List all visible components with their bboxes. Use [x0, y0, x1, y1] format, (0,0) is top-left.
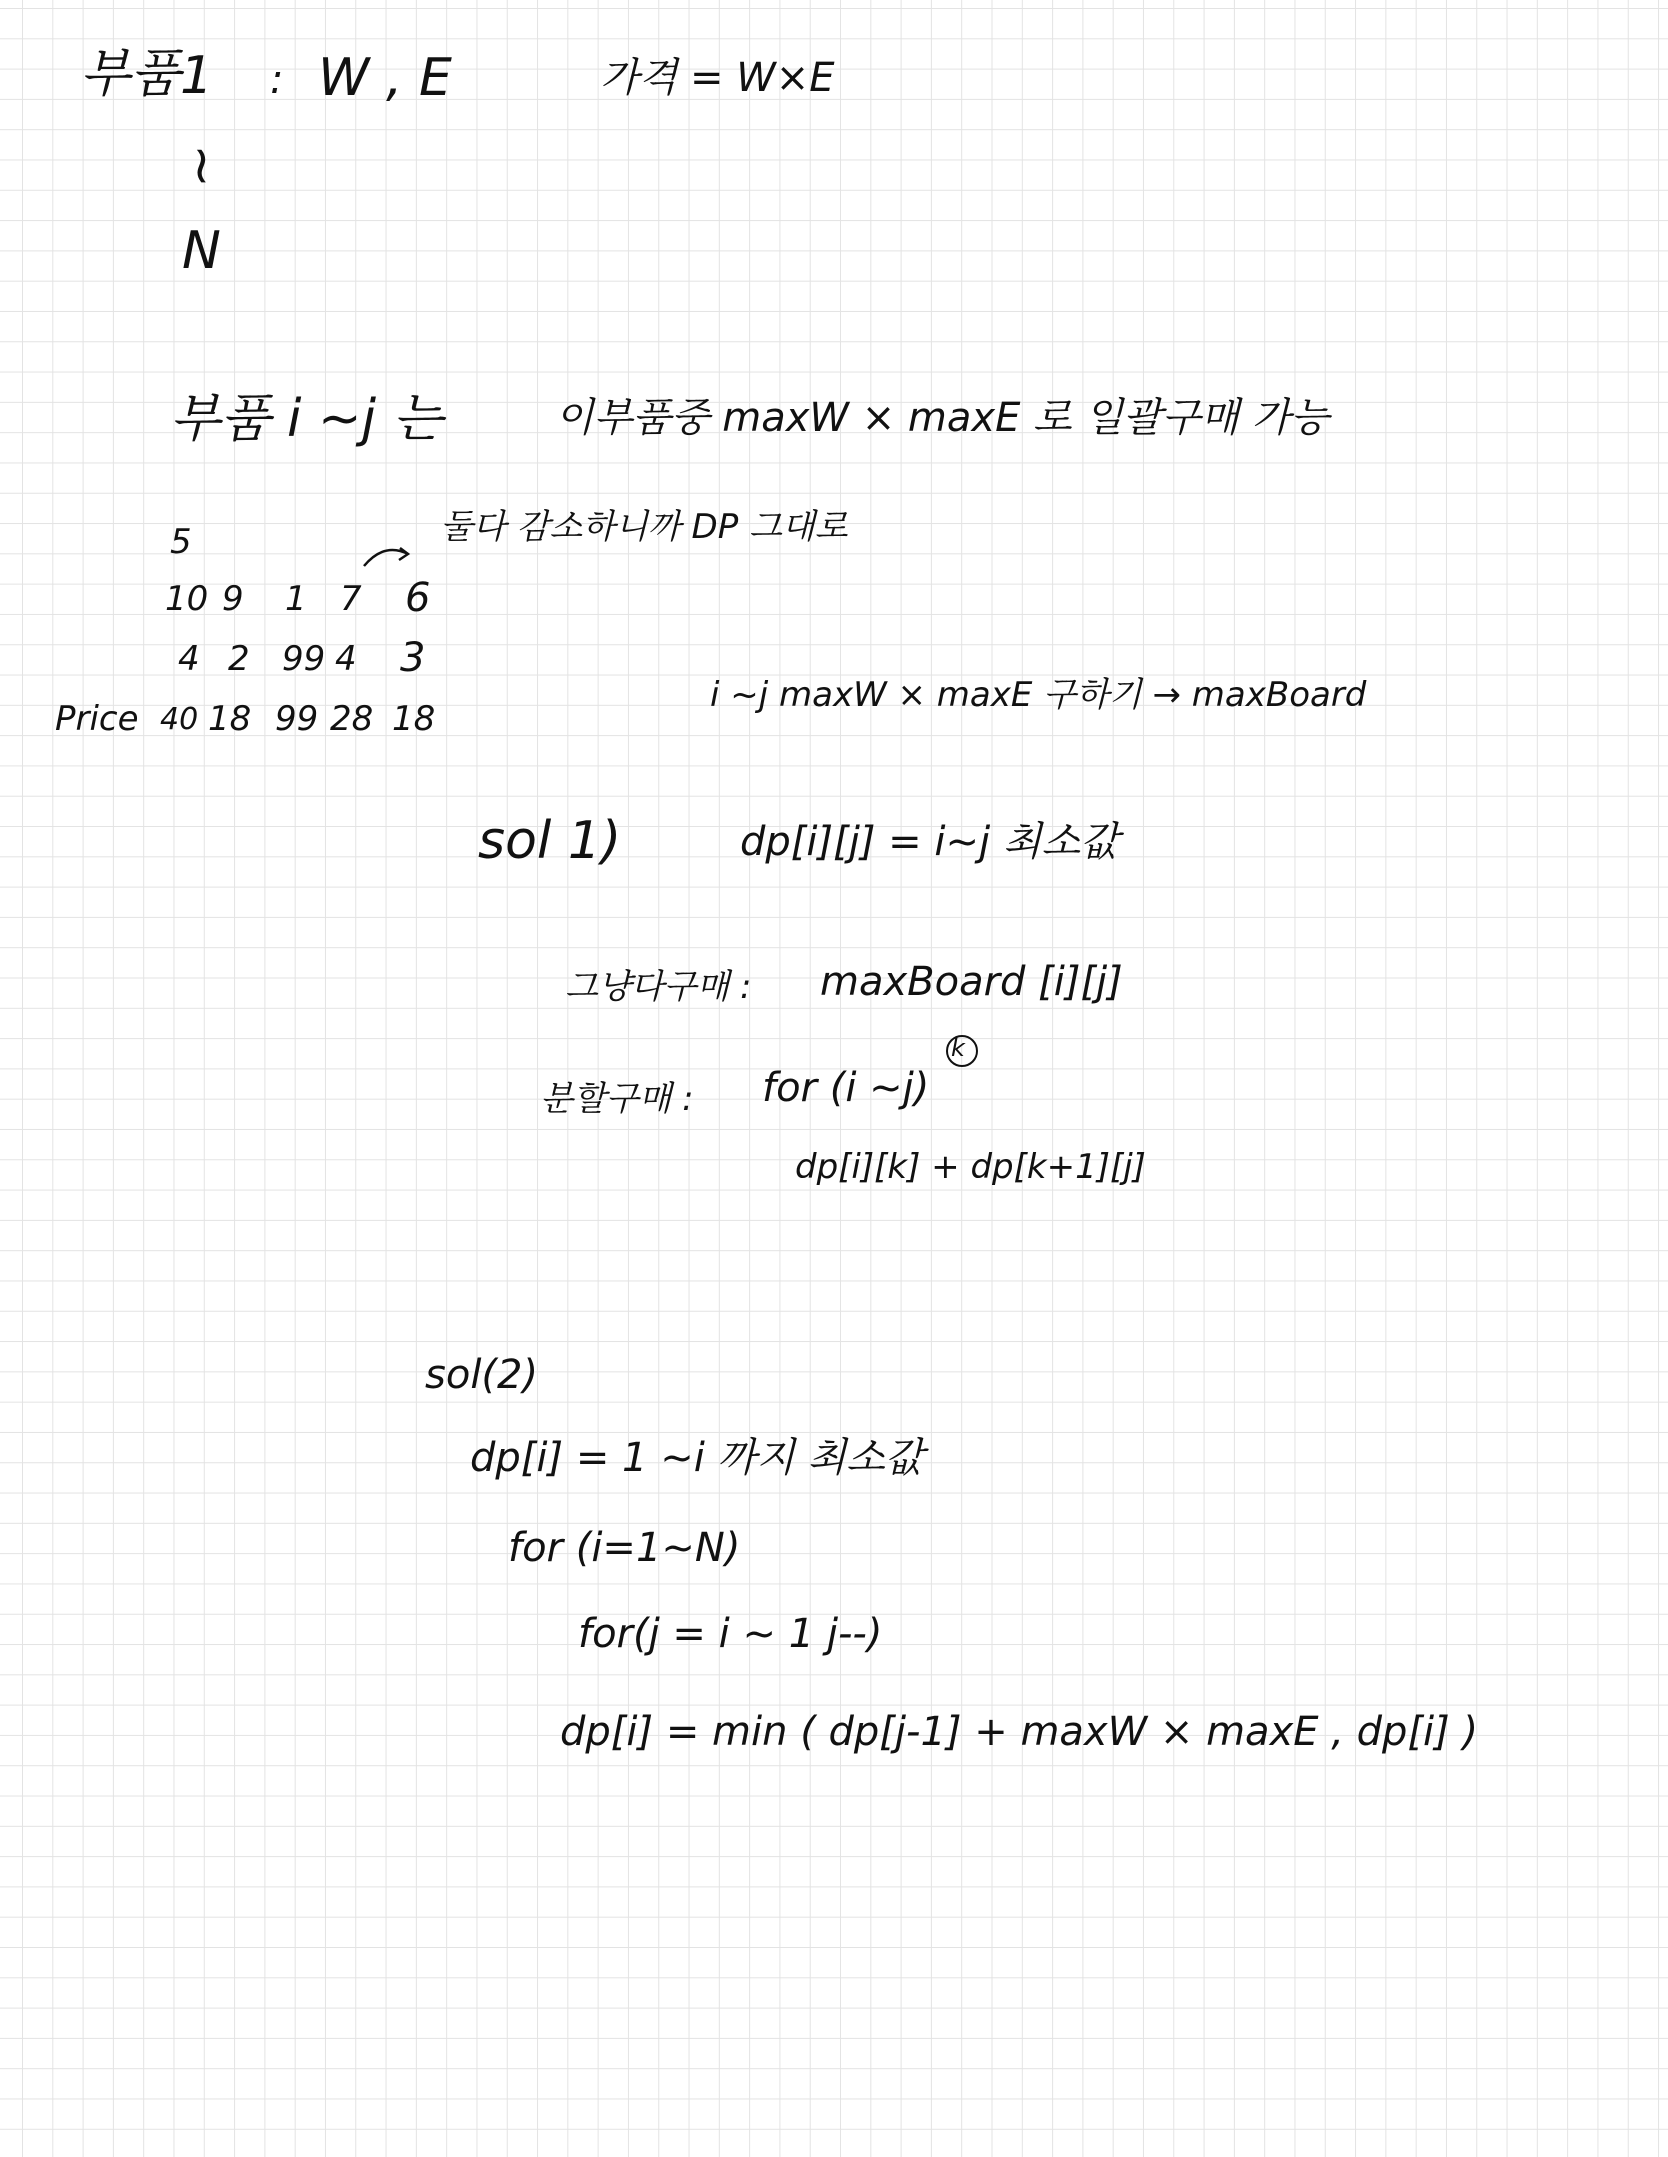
sol1-definition: dp[i][j] = i~j 최소값 — [740, 819, 1119, 865]
sol2-recurrence: dp[i] = min ( dp[j-1] + maxW × maxE , dp[i] ) — [560, 1709, 1479, 1755]
price-cell: 99 — [275, 699, 319, 739]
part-index-n: N — [182, 221, 221, 281]
w-cell: 1 — [285, 579, 307, 619]
curved-arrow-icon — [360, 540, 420, 570]
e-cell: 99 — [282, 639, 326, 679]
sol1-split-expr: dp[i][k] + dp[k+1][j] — [795, 1147, 1146, 1187]
price-cell: 40 — [160, 702, 199, 737]
bulk-rule-label: 부품 i ~j 는 — [170, 389, 443, 449]
part-attributes: W , E — [318, 48, 452, 108]
sol1-title: sol 1) — [478, 811, 622, 871]
e-cell: 3 — [400, 635, 426, 681]
price-rule: 가격 = W×E — [600, 55, 835, 101]
max-board-note: i ~j maxW × maxE 구하기 → maxBoard — [710, 675, 1367, 715]
price-cell: 18 — [392, 699, 436, 739]
price-label: Price — [55, 699, 139, 739]
example-note: 둘다 감소하니까 DP 그대로 — [440, 507, 848, 547]
w-cell: 6 — [405, 575, 431, 621]
sol1-bulk-value: maxBoard [i][j] — [820, 959, 1123, 1005]
sol1-split-loop: for (i ~j) — [762, 1065, 930, 1111]
w-cell: 9 — [222, 579, 244, 619]
price-cell: 18 — [208, 699, 252, 739]
sol1-split-label: 분할구매 : — [540, 1079, 694, 1119]
w-cell: 10 — [165, 579, 209, 619]
bulk-rule-description: 이부품중 maxW × maxE 로 일괄구매 가능 — [555, 395, 1329, 441]
e-cell: 4 — [335, 639, 357, 679]
sol1-split-k: k — [951, 1034, 965, 1062]
example-n: 5 — [170, 522, 192, 562]
e-cell: 4 — [178, 639, 200, 679]
sol2-title: sol(2) — [425, 1352, 539, 1398]
price-cell: 28 — [330, 699, 374, 739]
parts-header: 부품 — [80, 44, 181, 104]
range-tilde: ~ — [171, 144, 232, 188]
w-cell: 7 — [340, 579, 362, 619]
sol2-definition: dp[i] = 1 ~i 까지 최소값 — [470, 1435, 924, 1481]
sol1-bulk-label: 그냥다구매 : — [565, 967, 752, 1007]
colon: : — [270, 57, 284, 103]
e-cell: 2 — [228, 639, 250, 679]
sol2-inner-loop: for(j = i ~ 1 j--) — [578, 1611, 883, 1657]
part-index-1: 1 — [180, 46, 214, 106]
sol2-outer-loop: for (i=1~N) — [508, 1525, 741, 1571]
